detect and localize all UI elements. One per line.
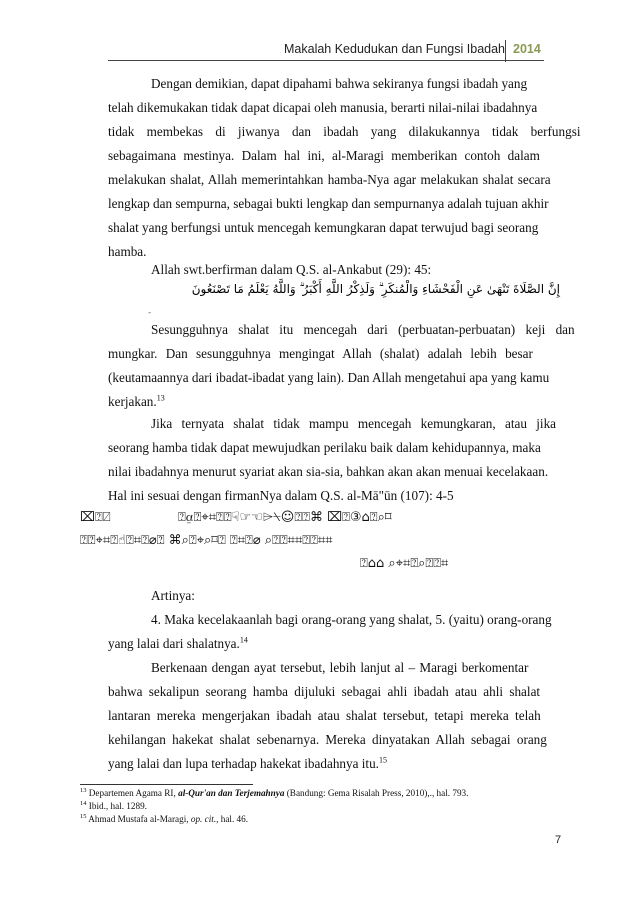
text-line: hamba. <box>108 244 147 259</box>
footnote-separator <box>80 784 253 785</box>
text-line-content: yang lalai dan lupa terhadap hakekat ibadahnya itu. <box>108 756 379 771</box>
text-line: tidak membekas di jiwanya dan ibadah yang dilakukannya tidak berfungsi <box>108 124 581 139</box>
footnote-italic: op. cit. <box>190 814 217 824</box>
text-line: Hal ini sesuai dengan firmanNya dalam Q.S. al-Mā"ūn (107): 4-5 <box>108 488 454 503</box>
text-line: bahwa sekalipun seorang hamba dijuluki sebagai ahli ibadah atau ahli shalat <box>108 684 541 699</box>
text-line-content: yang lalai dari shalatnya. <box>108 636 240 651</box>
arabic-verse-mark: - <box>148 308 152 318</box>
footnote-number: 14 <box>80 799 87 807</box>
footnote-text: (Bandung: Gema Risalah Press, 2010),., hal. 793. <box>284 788 469 798</box>
footnote-ref-13: 13 <box>156 393 165 403</box>
footnote-title: al-Qur'an dan Terjemahnya <box>178 788 285 798</box>
artinya-label: Artinya: <box>151 588 195 603</box>
text-line: shalat yang berfungsi untuk mencegah kemungkaran dapat terwujud bagi seorang <box>108 220 539 235</box>
footnote-number: 15 <box>80 812 87 820</box>
text-line: Dengan demikian, dapat dipahami bahwa sekiranya fungsi ibadah yang <box>151 76 528 91</box>
garbled-verse-line-1-right: ⍰⍶⍰⌖⌗⍰⍰☟☞☜⌲⍀☺⍰⍰⌘ ⌧⍰③⌂⍰⌕⌑ <box>178 510 392 525</box>
text-line-content: kerjakan. <box>108 394 157 409</box>
text-line: telah dikemukakan tidak dapat dicapai oleh manusia, berarti nilai-nilai ibadahnya <box>108 100 538 115</box>
text-line: sebagaimana mestinya. Dalam hal ini, al-Maragi memberikan contoh dalam <box>108 148 540 163</box>
text-line: Jika ternyata shalat tidak mampu mencegah kemungkaran, atau jika <box>151 416 557 431</box>
text-line: kehilangan hakekat shalat sebenarnya. Mereka dinyatakan Allah sebagai orang <box>108 732 547 747</box>
arabic-verse-text: إِنَّ الصَّلَاةَ تَنْهَىٰ عَنِ الْفَحْشَاءِ وَالْمُنكَرِ ۗ وَلَذِكْرُ اللَّهِ أَكْبَرُ ۗ وَاللَّهُ يَعْلَمُ مَا تَصْنَعُونَ <box>191 282 560 296</box>
header-divider <box>505 40 506 62</box>
text-line: nilai ibadahnya menurut syariat akan sia-sia, bahkan akan akan menuai kecelakaan. <box>108 464 549 479</box>
page-number: 7 <box>555 834 562 846</box>
text-line: Sesungguhnya shalat itu mencegah dari (perbuatan-perbuatan) keji dan <box>151 322 575 337</box>
text-line <box>108 394 560 411</box>
footnote-15 <box>80 814 248 824</box>
arabic-verse <box>150 282 560 304</box>
text-line <box>108 756 560 773</box>
text-line: Berkenaan dengan ayat tersebut, lebih lanjut al – Maragi berkomentar <box>151 660 529 675</box>
footnote-ref-15: 15 <box>378 755 387 765</box>
quote-intro: Allah swt.berfirman dalam Q.S. al-Ankabut (29): 45: <box>151 262 432 277</box>
text-line: (keutamaannya dari ibadat-ibadat yang lain). Dan Allah mengetahui apa yang kamu <box>108 370 550 385</box>
text-line: lengkap dan sempurna, sebagai bukti lengkap dan sempurnanya adalah tujuan akhir <box>108 196 549 211</box>
text-line: mungkar. Dan sesungguhnya mengingat Allah (shalat) adalah lebih besar <box>108 346 533 361</box>
text-line <box>108 636 560 653</box>
footnote-ref-14: 14 <box>239 635 248 645</box>
header-rule <box>108 60 544 61</box>
footnote-text: Departemen Agama RI, <box>88 788 179 798</box>
garbled-verse-line-1-left: ⌧⍰⍁ <box>80 510 111 525</box>
header-title: Makalah Kedudukan dan Fungsi Ibadah <box>284 42 505 56</box>
footnote-text: Ibid., hal. 1289. <box>88 801 147 811</box>
footnote-text: , hal. 46. <box>216 814 249 824</box>
garbled-verse-line-3: ⍰⌂⌂ ⌕⌖⌗⍰⌕⍰⍰⌗ <box>360 556 449 571</box>
footnote-14 <box>80 801 147 811</box>
text-line: 4. Maka kecelakaanlah bagi orang-orang yang shalat, 5. (yaitu) orang-orang <box>151 612 552 627</box>
footnote-number: 13 <box>80 786 87 794</box>
header-year: 2014 <box>513 42 541 56</box>
footnote-text: Ahmad Mustafa al-Maragi, <box>88 814 191 824</box>
text-line: seorang hamba tidak dapat mewujudkan perilaku baik dalam kehidupannya, maka <box>108 440 541 455</box>
text-line: lantaran mereka mengerjakan ibadah atau shalat tersebut, tetapi mereka telah <box>108 708 541 723</box>
garbled-verse-line-2: ⍰⍰⌖⌗⍰☝⍰⌗⍰⌀⍰ ⌘⌕⍰⌖⌕⌑⍰ ⍰⌗⍰⌀ ⌕⍰⍰⌗⌗⍰⍰⌗⌗ <box>80 533 333 548</box>
text-line: melakukan shalat, Allah memerintahkan hamba-Nya agar melakukan shalat secara <box>108 172 551 187</box>
footnote-13 <box>80 788 468 798</box>
page-header <box>0 40 638 60</box>
